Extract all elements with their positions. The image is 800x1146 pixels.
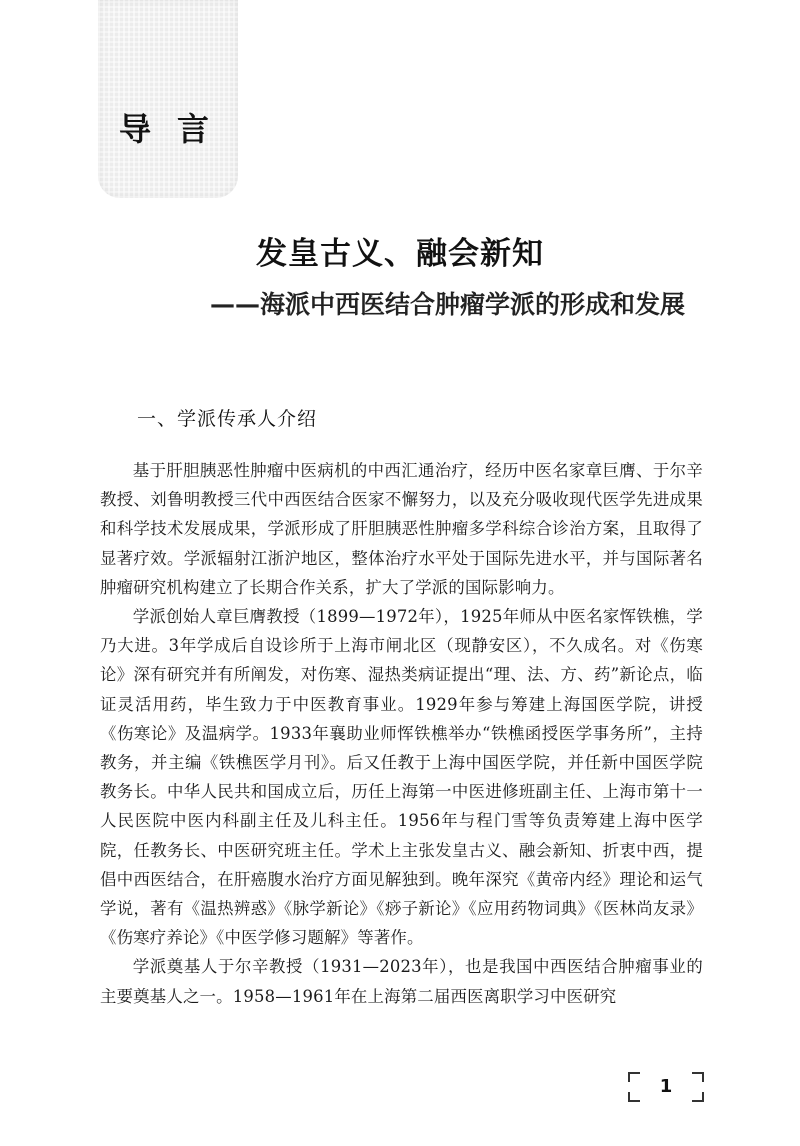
page-subtitle: ——海派中西医结合肿瘤学派的形成和发展 [210, 290, 686, 319]
body-text [100, 456, 703, 1011]
paragraph-3: 学派奠基人于尔辛教授（1931—2023年），也是我国中西医结合肿瘤事业的主要奠基人之一。1958—1961年在上海第二届西医离职学习中医研究 [100, 957, 703, 1006]
paragraph-2: 学派创始人章巨膺教授（1899—1972年），1925年师从中医名家恽铁樵，学乃大进。3年学成后自设诊所于上海市闸北区（现静安区），不久成名。对《伤寒论》深有研究并有所阐发，对伤寒、湿热类病证提出“理、法、方、药”新论点，临证灵活用药，毕生致力于中医教育事业。1929年参与筹建上海国医学院，讲授《伤寒论》及温病学。1933年襄助业师恽铁樵举办“铁樵函授医学事务所”，主持教务，并主编《铁樵医学月刊》。后又任教于上海中国医学院，并任新中国医学院教务长。中华人民共和国成立后，历任上海第一中医进修班副主任、上海市第十一人民医院中医内科副主任及儿科主任。1956年与程门雪等负责筹建上海中医学院，任教务长、中医研究班主任。学术上主张发皇古义、融会新知、折衷中西，提倡中西医结合，在肝癌腹水治疗方面见解独到。晚年深究《黄帝内经》理论和运气学说，著有《温热辨惑》《脉学新论》《痧子新论》《应用药物词典》《医林尚友录》《伤寒疗养论》《中医学修习题解》等著作。 [100, 607, 703, 948]
paragraph-1: 基于肝胆胰恶性肿瘤中医病机的中西汇通治疗，经历中医名家章巨膺、于尔辛教授、刘鲁明教授三代中西医结合医家不懈努力，以及充分吸收现代医学先进成果和科学技术发展成果，学派形成了肝胆胰恶性肿瘤多学科综合诊治方案，且取得了显著疗效。学派辐射江浙沪地区，整体治疗水平处于国际先进水平，并与国际著名肿瘤研究机构建立了长期合作关系，扩大了学派的国际影响力。 [100, 461, 703, 597]
page-number: 1 [659, 1076, 673, 1097]
chapter-tab [98, 0, 238, 198]
section-heading: 一、学派传承人介绍 [137, 408, 318, 430]
page-title: 发皇古义、融会新知 [256, 236, 544, 272]
chapter-tab-title: 导言 [118, 110, 235, 148]
